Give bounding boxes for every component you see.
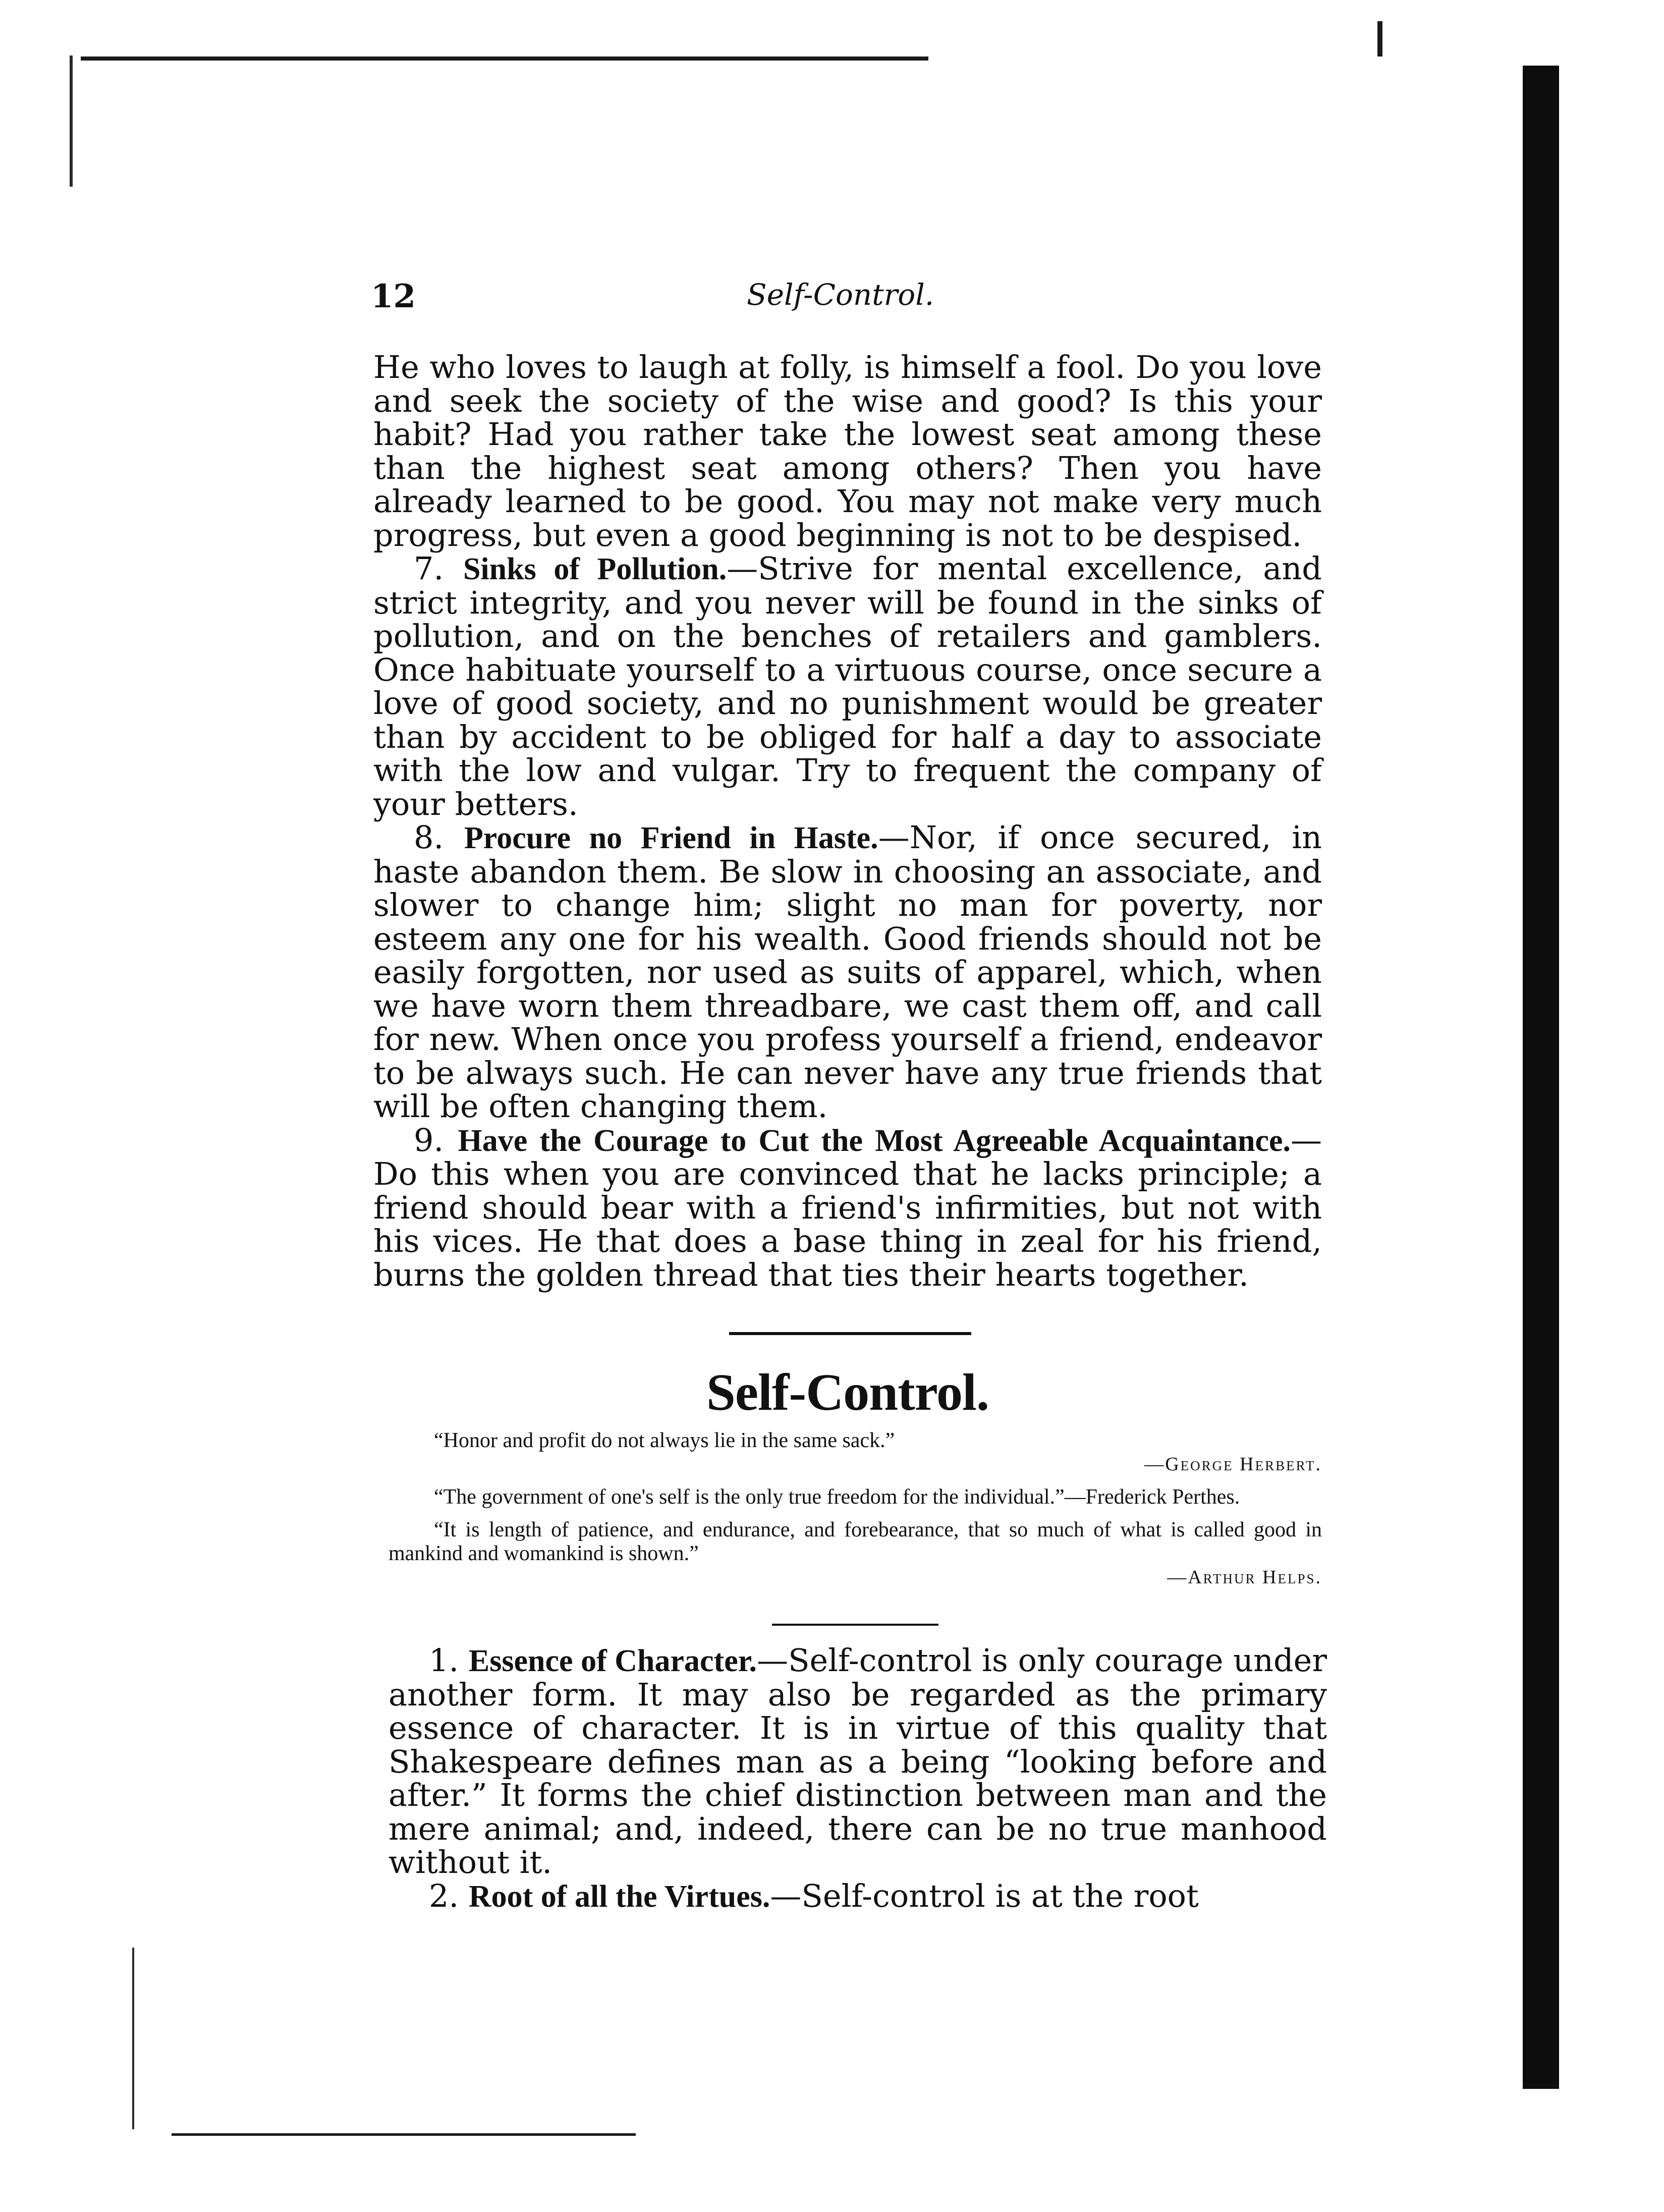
continuation-paragraph: He who loves to laugh at folly, is himself a fool. Do you love and seek the society of the wise and good? Is this your habit? Had you rather take the lowest seat among these than the highest seat among others? Then you have already learned to be good. You may not make very much progress, but even a good beginning is not to be despised. — [373, 349, 1322, 554]
scan-border-bottom — [172, 2133, 636, 2136]
section-8 — [373, 821, 1322, 1124]
section-number: 2. — [429, 1877, 459, 1914]
lower-text — [389, 1644, 1327, 1913]
scan-binding-shadow — [1523, 66, 1559, 2089]
scan-border-left — [70, 56, 73, 187]
page-number: 12 — [371, 278, 416, 315]
section-text: —Do this when you are convinced that he lacks principle; a friend should bear with a friend's infirmities, but not with his vices. He that does a base thing in zeal for his friend, burns the golden thread that ties their hearts together. — [373, 1121, 1322, 1293]
section-title: Sinks of Pollution. — [463, 552, 727, 586]
running-title: Self-Control. — [747, 278, 934, 312]
section-1 — [389, 1644, 1327, 1879]
section-title: Essence of Character. — [468, 1644, 757, 1678]
epigraph-1-author: —George Herbert. — [1144, 1454, 1322, 1475]
section-title: Procure no Friend in Haste. — [464, 821, 878, 855]
section-text: —Nor, if once secured, in haste abandon them. Be slow in choosing an associate, and slower to change him; slight no man for poverty, nor esteem any one for his wealth. Good friends should not be easily forgotten, nor used as suits of apparel, which, when we have worn them threadbare, we cast them off, and call for new. When once you profess yourself a friend, endeavor to be always such. He can never have any true friends that will be often changing them. — [373, 819, 1322, 1125]
section-7 — [373, 552, 1322, 821]
scan-border-top — [81, 57, 928, 61]
epigraph-3: “It is length of patience, and endurance, and forebearance, that so much of what is called good in mankind and womankind is shown.” — [389, 1518, 1322, 1565]
section-number: 1. — [429, 1642, 459, 1679]
epigraph-divider-rule — [772, 1624, 938, 1626]
epigraph-2: “The government of one's self is the only true freedom for the individual.”—Frederick Perthes. — [434, 1485, 1240, 1509]
section-title: Have the Courage to Cut the Most Agreeable Acquaintance. — [458, 1123, 1291, 1158]
epigraphs — [389, 1429, 1322, 1589]
section-text: —Strive for mental excellence, and strict integrity, and you never will be found in the sinks of pollution, and on the benches of retailers and gamblers. Once habituate yourself to a virtuous course, once secure a love of good society, and no punishment would be greater than by accident to be obliged for half a day to associate with the low and vulgar. Try to frequent the company of your betters. — [373, 550, 1322, 822]
section-2 — [389, 1879, 1327, 1914]
section-number: 7. — [414, 550, 444, 587]
chapter-title: Self-Control. — [706, 1363, 989, 1421]
epigraph-3-author: —Arthur Helps. — [1167, 1567, 1322, 1588]
section-number: 8. — [414, 819, 444, 856]
section-9 — [373, 1121, 1322, 1293]
section-text: —Self-control is only courage under another form. It may also be regarded as the primary essence of character. It is in virtue of this quality that Shakespeare defines man as a being “looking before and after.” It forms the chief distinction between man and the mere animal; and, indeed, there can be no true manhood without it. — [389, 1642, 1327, 1881]
section-number: 9. — [414, 1121, 444, 1158]
epigraph-1: “Honor and profit do not always lie in the same sack.” — [434, 1429, 895, 1452]
section-title: Root of all the Virtues. — [468, 1879, 770, 1914]
scan-border-left-lower — [132, 1948, 134, 2129]
section-text: —Self-control is at the root — [770, 1877, 1199, 1914]
section-divider-rule — [729, 1332, 971, 1335]
upper-text — [373, 351, 1322, 1292]
scan-corner-mark — [1377, 21, 1382, 57]
